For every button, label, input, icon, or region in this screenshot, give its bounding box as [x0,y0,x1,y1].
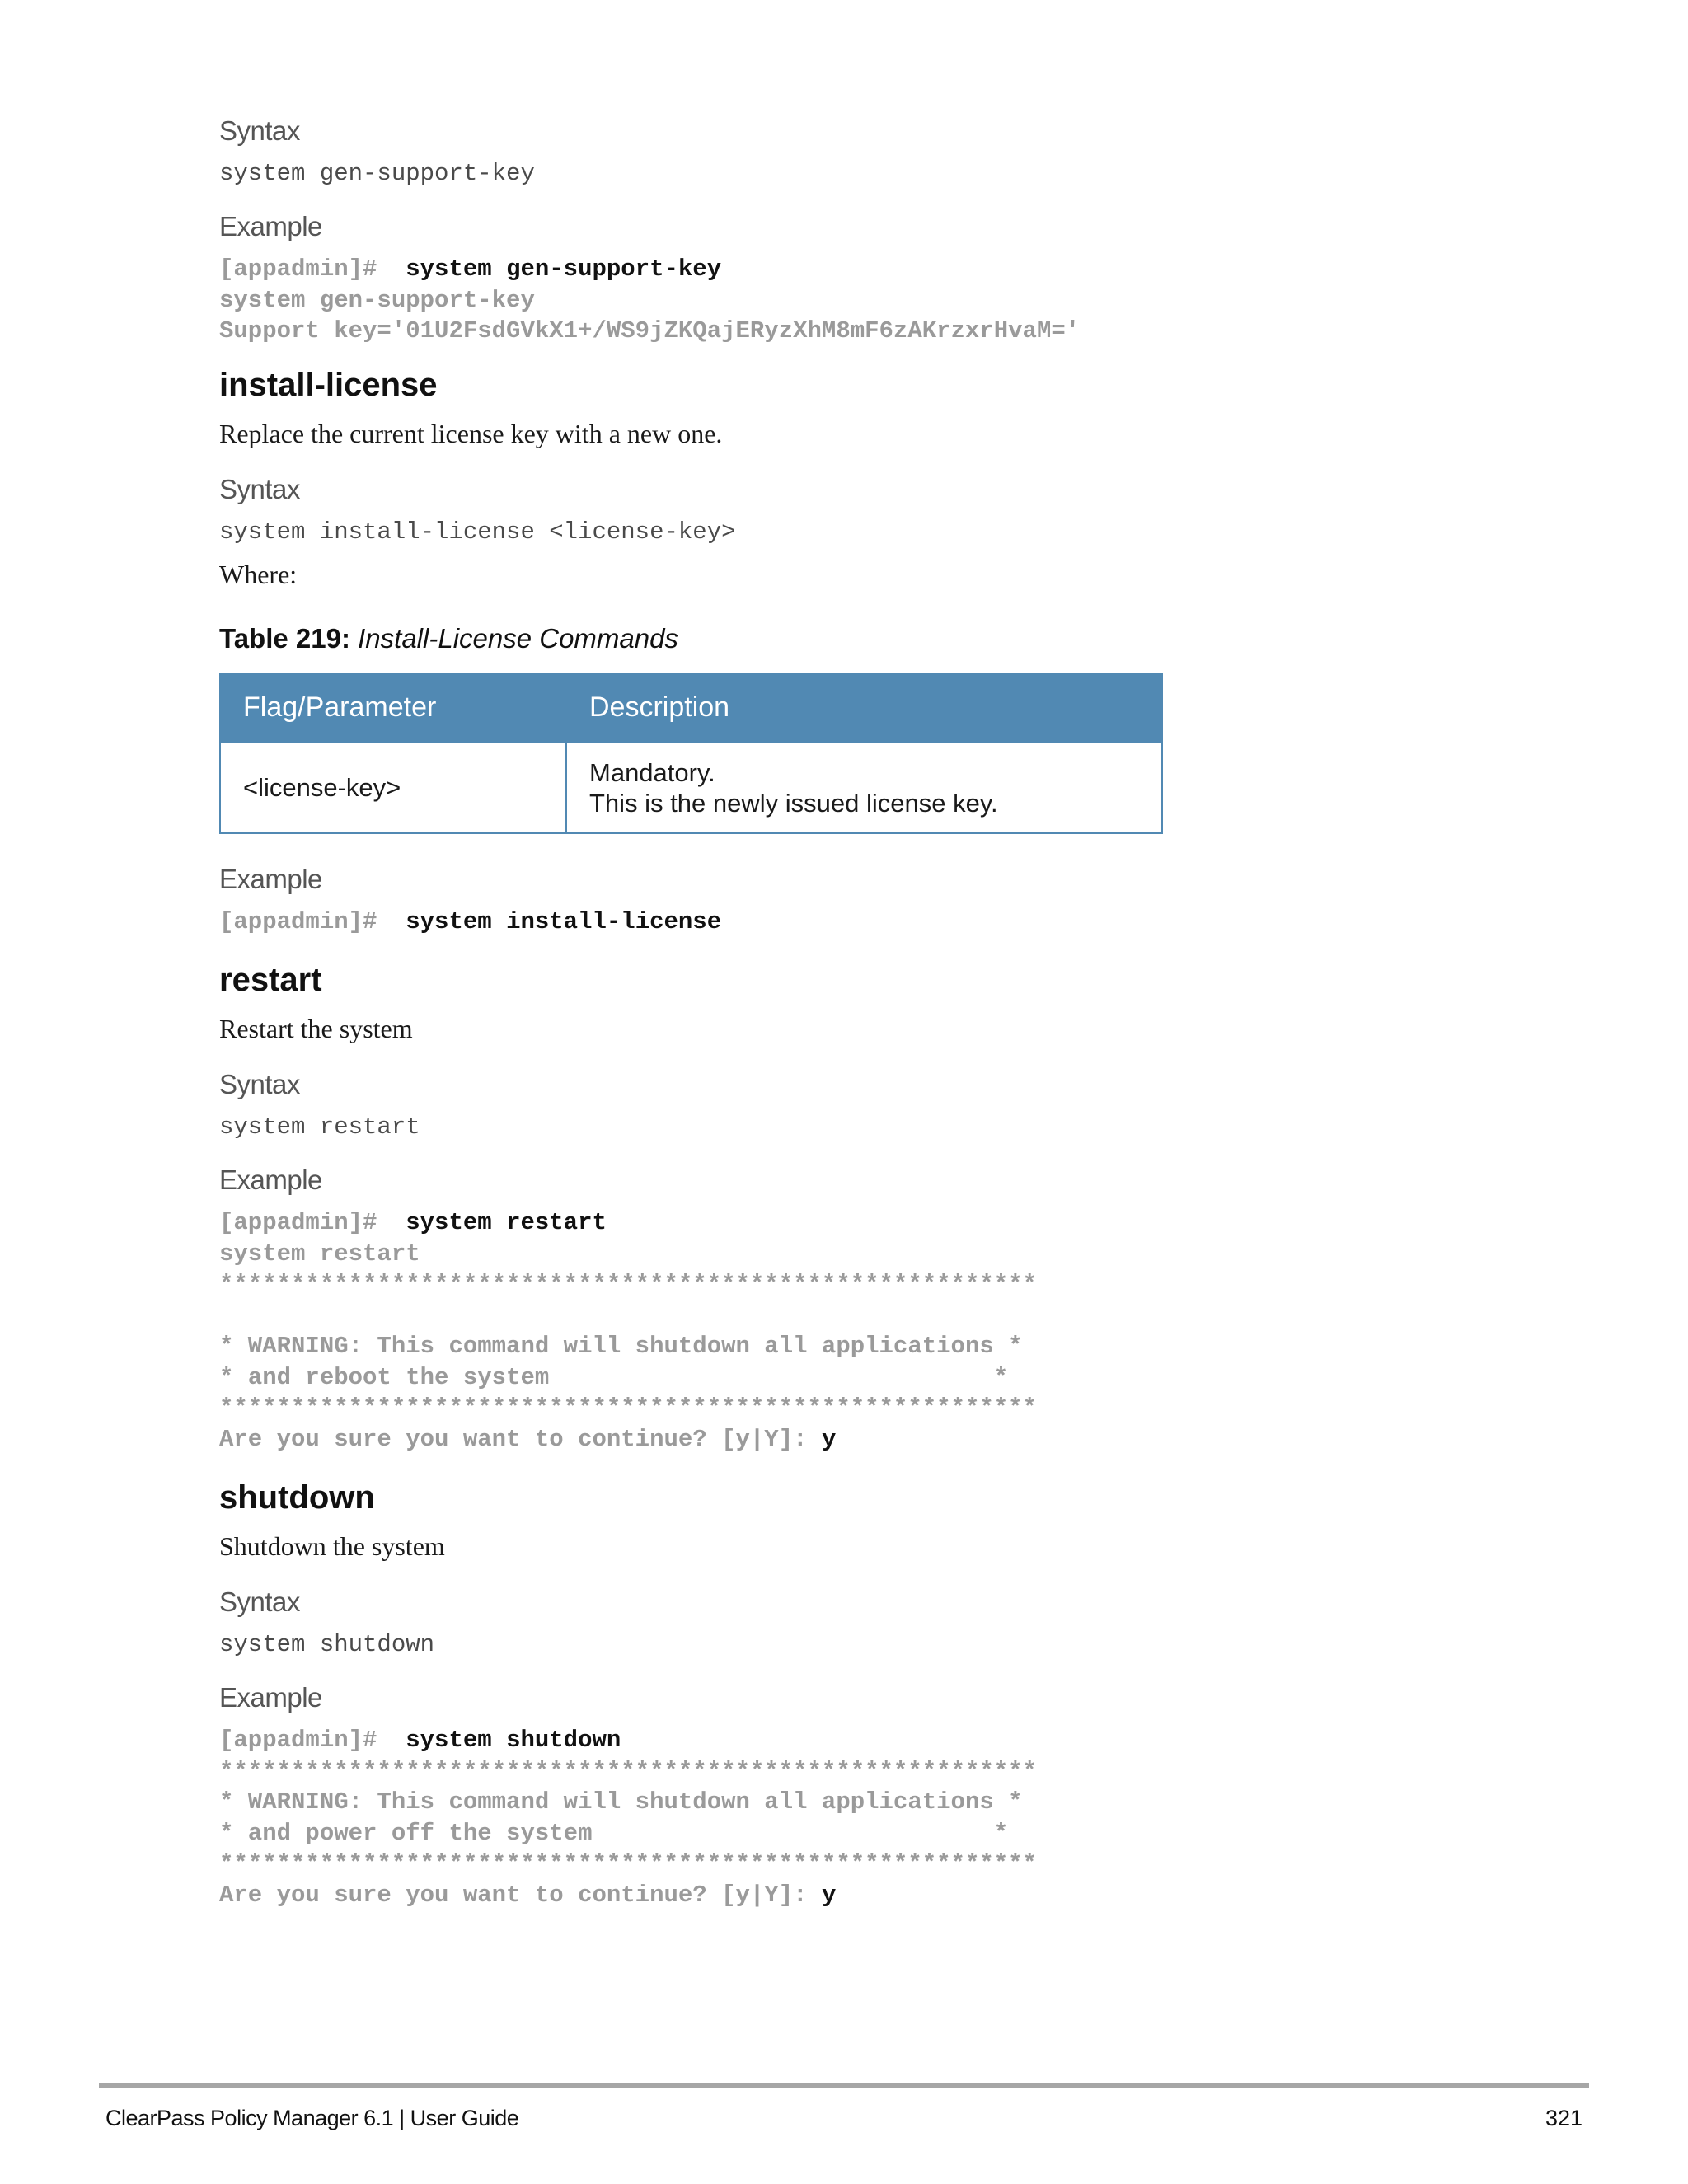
example-heading: Example [219,1165,322,1195]
code-output-line: * and reboot the system * [219,1363,1009,1391]
syntax-heading: Syntax [219,1069,300,1099]
code-command-line [219,1725,1571,1756]
section-description: Restart the system [219,1014,413,1043]
section-title: install-license [219,366,438,403]
table-cell-description [566,743,1162,833]
table-caption [219,623,1571,654]
code-command-line [219,1207,1571,1239]
syntax-heading: Syntax [219,115,300,146]
example-code-block [219,254,1571,347]
code-output-line: ********************************************************* [219,1271,1037,1298]
syntax-heading: Syntax [219,473,300,504]
table-header-cell: Flag/Parameter [220,673,566,743]
code-output-line: * WARNING: This command will shutdown all applications * [219,1333,1023,1360]
code-prompt: [appadmin]# [219,1727,377,1754]
example-heading: Example [219,863,322,894]
example-code-block [219,1207,1571,1455]
example-heading: Example [219,1682,322,1713]
code-output-line: ********************************************************* [219,1757,1037,1785]
section-description: Replace the current license key with a new one. [219,418,723,448]
example-heading: Example [219,211,322,241]
table-header-cell: Description [566,673,1162,743]
table-cell-param: <license-key> [220,743,566,833]
syntax-line: system gen-support-key [219,160,535,187]
example-code-block [219,1725,1571,1910]
code-output-line: ********************************************************* [219,1394,1037,1422]
code-output-line: system restart [219,1240,420,1268]
description-line: This is the newly issued license key. [589,788,998,818]
syntax-line: system install-license <license-key> [219,518,736,546]
code-output-line: system gen-support-key [219,286,535,314]
code-confirm-answer: y [821,1425,837,1453]
code-command: system shutdown [406,1727,621,1754]
syntax-line: system shutdown [219,1631,435,1658]
description-line: Mandatory. [589,757,715,787]
section-title: shutdown [219,1479,375,1516]
syntax-line: system restart [219,1113,420,1141]
table-caption-number: Table 219: [219,622,350,654]
code-output-line: Support key='01U2FsdGVkX1+/WS9jZKQajERyzXhM8mF6zAKrzxrHvaM=' [219,317,1081,344]
code-confirm-prompt: Are you sure you want to continue? [y|Y]: [219,1881,808,1909]
footer-page-number: 321 [1545,2106,1582,2130]
code-command-line [219,254,1571,285]
table-header-row [220,673,1162,743]
code-confirm-line [219,1880,1571,1911]
code-output-line [219,1301,1571,1332]
footer-divider [99,2083,1589,2088]
code-command-line [219,907,1571,938]
where-label: Where: [219,559,298,589]
code-command: system restart [406,1209,607,1236]
footer-title: ClearPass Policy Manager 6.1 | User Guide [106,2106,519,2130]
code-output-line: * and power off the system * [219,1819,1009,1847]
code-prompt: [appadmin]# [219,255,377,283]
parameters-table [219,673,1163,834]
code-confirm-line [219,1424,1571,1455]
code-command: system gen-support-key [406,255,722,283]
code-output-line: * WARNING: This command will shutdown all applications * [219,1788,1023,1816]
section-description: Shutdown the system [219,1531,445,1561]
code-output-line: ********************************************************* [219,1850,1037,1877]
page-content [219,115,1571,1910]
code-prompt: [appadmin]# [219,907,377,935]
section-title: restart [219,962,322,998]
table-caption-title: Install-License Commands [358,622,678,654]
example-code-block [219,907,1571,938]
code-prompt: [appadmin]# [219,1209,377,1236]
syntax-heading: Syntax [219,1586,300,1617]
code-confirm-prompt: Are you sure you want to continue? [y|Y]: [219,1425,808,1453]
code-confirm-answer: y [821,1881,837,1909]
table-row [220,743,1162,833]
code-command: system install-license [406,907,722,935]
